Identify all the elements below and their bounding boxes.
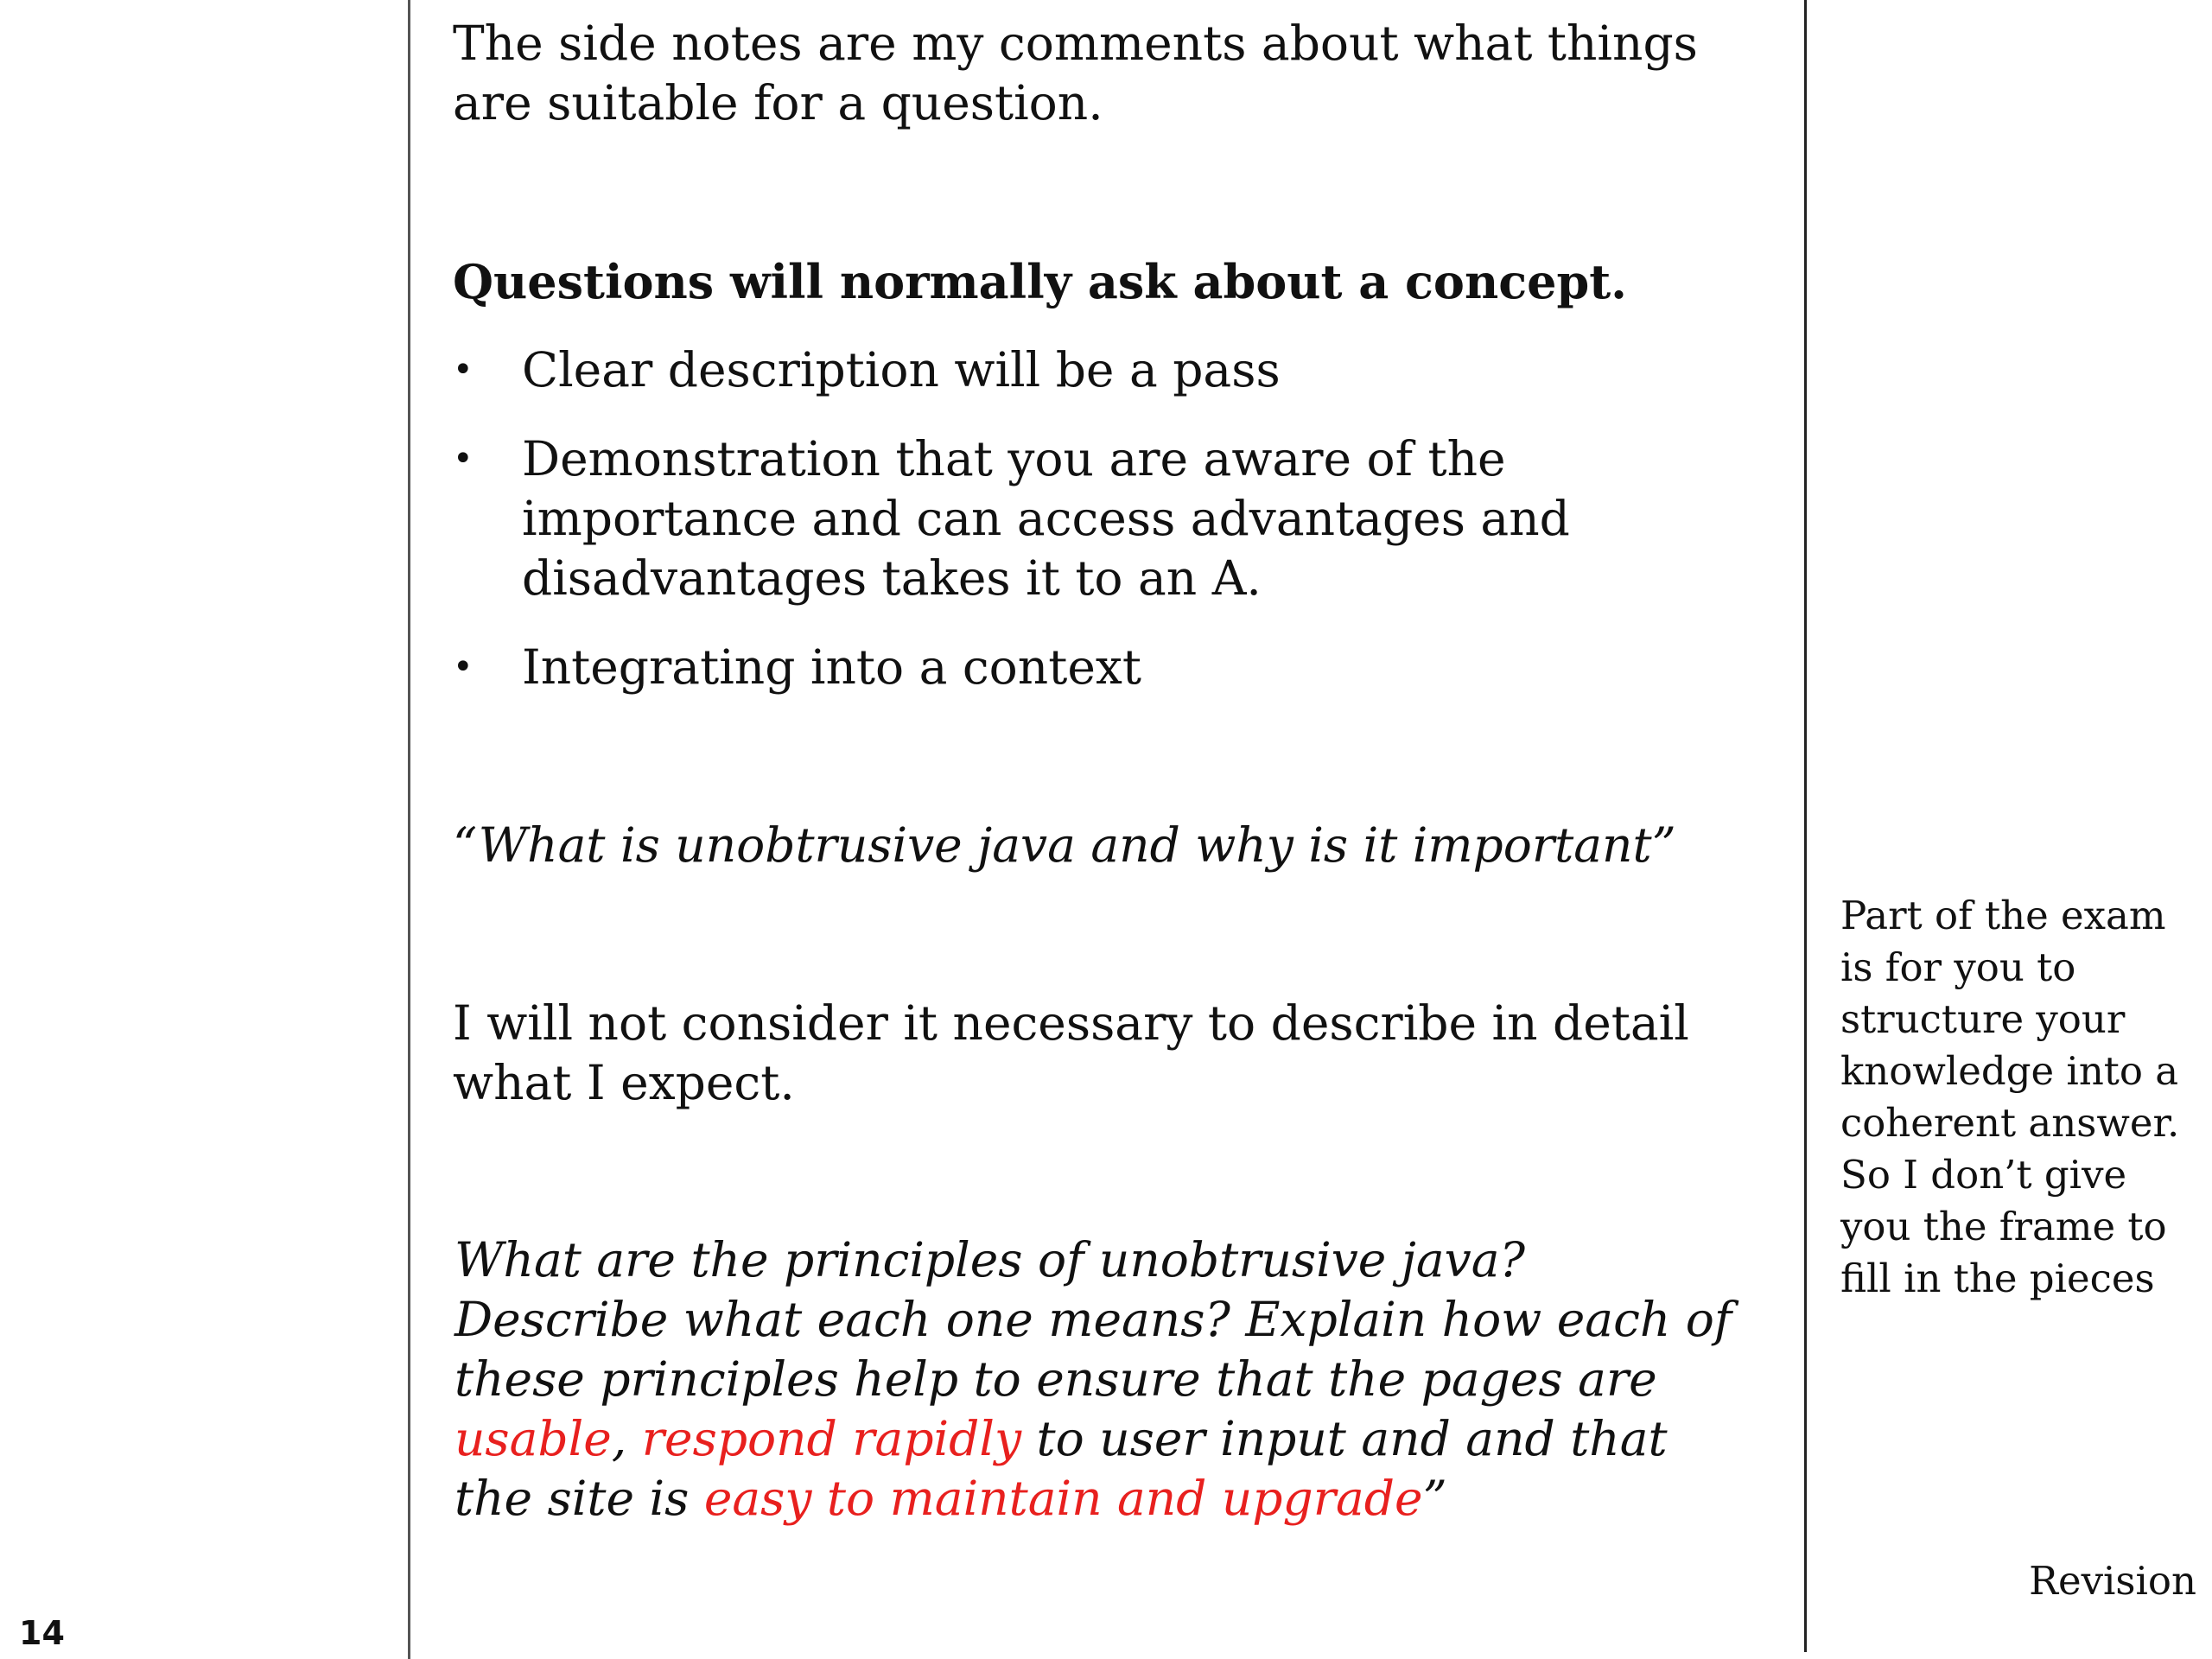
exam-question-text: to user input and and that the site is bbox=[454, 1411, 1668, 1526]
left-margin-line bbox=[408, 0, 410, 1659]
side-note: Part of the exam is for you to structure your knowledge into a coherent answer. So I don’t give you the frame to fill in the pieces bbox=[1840, 893, 2180, 1301]
bullet-icon: • bbox=[453, 647, 474, 687]
highlight-respond-rapidly: respond rapidly bbox=[641, 1411, 1022, 1466]
exam-question-text: ” bbox=[1422, 1471, 1447, 1526]
list-item-text: Integrating into a context bbox=[522, 639, 1141, 695]
exam-question bbox=[454, 1230, 1751, 1529]
exam-question-text: , bbox=[611, 1411, 642, 1466]
section-heading: Questions will normally ask about a concept. bbox=[453, 254, 1627, 309]
list-item-text: Demonstration that you are aware of the importance and can access advantages and disadvantages takes it to an A. bbox=[522, 431, 1570, 606]
right-margin-line bbox=[1804, 0, 1807, 1652]
highlight-maintain-upgrade: easy to maintain and upgrade bbox=[703, 1471, 1423, 1526]
footer-label: Revision bbox=[2029, 1558, 2196, 1604]
highlight-usable: usable bbox=[454, 1411, 612, 1466]
expectation-statement: I will not consider it necessary to describe in detail what I expect. bbox=[453, 995, 1689, 1110]
bullet-icon: • bbox=[453, 350, 474, 390]
list-item-text: Clear description will be a pass bbox=[522, 342, 1281, 397]
bullet-icon: • bbox=[453, 439, 474, 479]
example-question: “What is unobtrusive java and why is it important” bbox=[453, 817, 1676, 873]
page-number: 14 bbox=[19, 1614, 65, 1652]
exam-question-text: What are the principles of unobtrusive java? Describe what each one means? Explain how each of these principles help to ensure that the pages are bbox=[454, 1232, 1732, 1407]
intro-paragraph: The side notes are my comments about what things are suitable for a question. bbox=[453, 16, 1698, 130]
